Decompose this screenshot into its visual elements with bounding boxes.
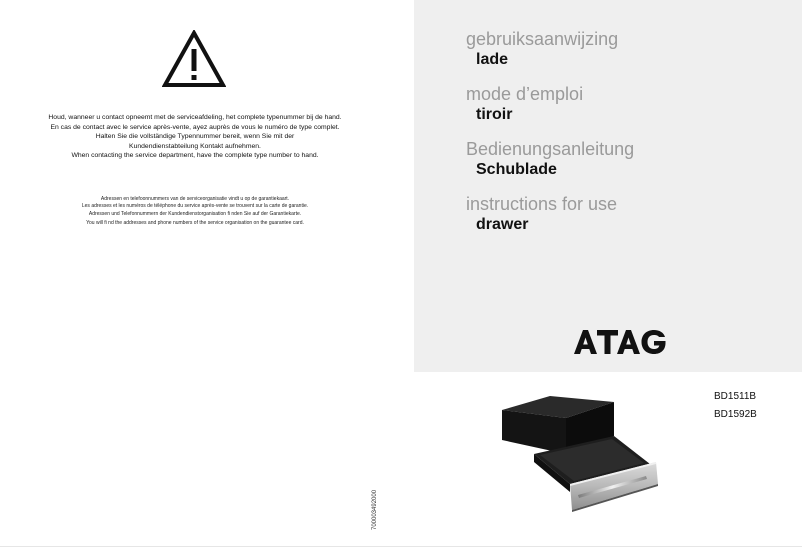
- service-line-en: When contacting the service department, have the complete type number to hand.: [71, 152, 319, 160]
- model-number: BD1511B: [714, 391, 757, 402]
- title-group-de: [466, 138, 786, 179]
- address-line-en: You will fi nd the addresses and phone numbers of the service organisation on the guarantee card.: [86, 220, 304, 227]
- language-title-fr: mode d’emploi: [466, 84, 584, 104]
- product-name-en: drawer: [476, 216, 529, 233]
- address-line-de: Adressen und Telefonnummern der Kundendienstorganisation fi nden Sie auf der Garantiekarte.: [88, 210, 302, 217]
- address-notice: [35, 196, 355, 228]
- title-group-nl: [466, 28, 786, 69]
- atag-logo: [574, 330, 666, 354]
- product-name-de: Schublade: [476, 161, 557, 178]
- warning-triangle-icon: [162, 30, 226, 88]
- manual-title-list: [466, 28, 786, 248]
- language-title-en: instructions for use: [466, 194, 618, 214]
- service-line-de-2: Kundendienstabteilung Kontakt aufnehmen.: [129, 142, 261, 150]
- address-line-fr: Les adresses et les numéros de téléphone du service après-vente se trouvent sur la carte de garantie.: [81, 203, 309, 210]
- product-name-fr: tiroir: [476, 106, 513, 123]
- warming-drawer-image: [496, 392, 666, 518]
- address-line-nl: Adressen en telefoonnummers van de serviceorganisatie vindt u op de garantiekaart.: [100, 196, 290, 202]
- model-number: BD1592B: [714, 409, 757, 420]
- language-title-de: Bedienungsanleitung: [466, 139, 635, 159]
- language-title-nl: gebruiksaanwijzing: [466, 29, 619, 49]
- title-group-fr: [466, 83, 786, 124]
- product-name-nl: lade: [476, 51, 509, 68]
- document-number: 700003492000: [372, 489, 378, 530]
- service-notice: [20, 113, 370, 161]
- model-list: [714, 388, 757, 424]
- service-line-fr: En cas de contact avec le service après-vente, ayez auprès de vous le numéro de type complet.: [50, 123, 340, 131]
- title-group-en: [466, 193, 786, 234]
- page-bottom-divider: [0, 546, 802, 547]
- service-line-nl: Houd, wanneer u contact opneemt met de serviceafdeling, het complete typenummer bij de hand.: [48, 114, 342, 121]
- service-line-de-1: Halten Sie die vollständige Typennummer bereit, wenn Sie mit der: [95, 133, 295, 141]
